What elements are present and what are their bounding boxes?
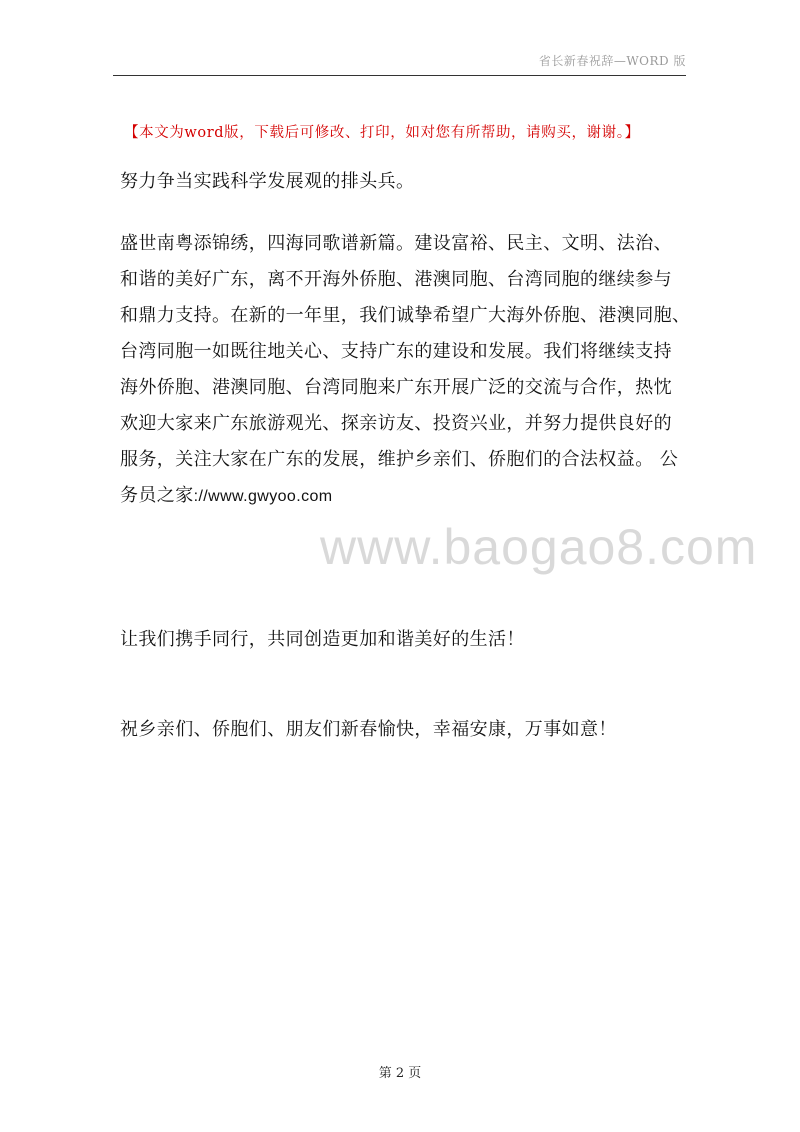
paragraph-2-line: 和谐的美好广东，离不开海外侨胞、港澳同胞、台湾同胞的继续参与 xyxy=(120,269,672,290)
running-header: 省长新春祝辞—WORD 版 xyxy=(538,54,686,68)
paragraph-2 xyxy=(120,226,690,515)
paragraph-2-line: 和鼎力支持。在新的一年里，我们诚挚希望广大海外侨胞、港澳同胞、 xyxy=(120,305,691,326)
paragraph-3: 让我们携手同行，共同创造更加和谐美好的生活！ xyxy=(120,629,525,650)
paragraph-2-line: 海外侨胞、港澳同胞、台湾同胞来广东开展广泛的交流与合作，热忱 xyxy=(120,377,672,398)
paragraph-2-line: 台湾同胞一如既往地关心、支持广东的建设和发展。我们将继续支持 xyxy=(120,341,672,362)
paragraph-2-line: 欢迎大家来广东旅游观光、探亲访友、投资兴业，并努力提供良好的 xyxy=(120,413,672,434)
paragraph-2-line: 服务，关注大家在广东的发展，维护乡亲们、侨胞们的合法权益。 公 xyxy=(120,449,679,470)
paragraph-4: 祝乡亲们、侨胞们、朋友们新春愉快，幸福安康，万事如意！ xyxy=(120,719,617,740)
site-name: 务员之家 xyxy=(120,485,194,506)
paragraph-2-last-line xyxy=(120,478,690,515)
paragraph-2-line: 盛世南粤添锦绣，四海同歌谱新篇。建设富裕、民主、文明、法治、 xyxy=(120,233,672,254)
download-notice: 【本文为word版，下载后可修改、打印，如对您有所帮助，请购买，谢谢。】 xyxy=(124,125,640,141)
paragraph-1: 努力争当实践科学发展观的排头兵。 xyxy=(120,171,415,192)
site-url: ://www.gwyoo.com xyxy=(193,488,333,505)
header-divider xyxy=(113,75,686,76)
watermark: www.baogao8.com xyxy=(320,519,758,575)
page-number: 第 2 页 xyxy=(378,1066,422,1081)
